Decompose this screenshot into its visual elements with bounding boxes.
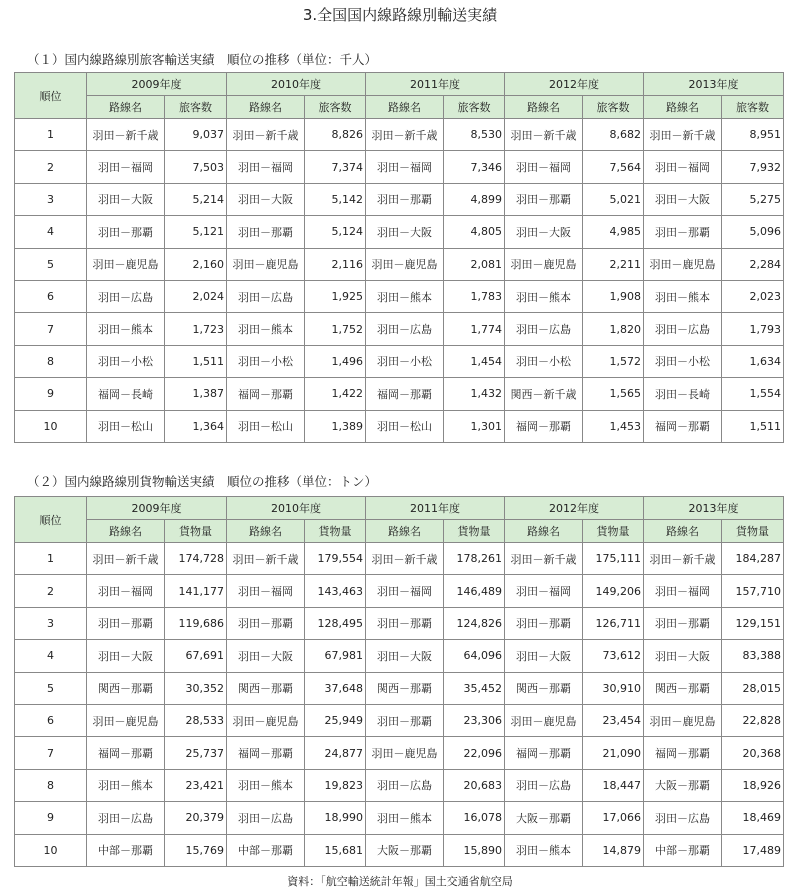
route-cell: 羽田－福岡 — [366, 575, 444, 607]
route-cell: 羽田－新千歳 — [505, 119, 583, 151]
value-cell: 7,346 — [444, 151, 505, 183]
route-header: 路線名 — [227, 520, 305, 543]
route-cell: 羽田－大阪 — [644, 183, 722, 215]
value-cell: 7,374 — [305, 151, 366, 183]
rank-cell: 2 — [15, 151, 87, 183]
route-cell: 羽田－大阪 — [505, 640, 583, 672]
value-cell: 1,389 — [305, 410, 366, 442]
value-cell: 25,737 — [165, 737, 227, 769]
table-row — [15, 672, 784, 704]
value-cell: 15,769 — [165, 834, 227, 866]
route-cell: 羽田－小松 — [87, 345, 165, 377]
route-cell: 福岡－那覇 — [505, 410, 583, 442]
route-cell: 関西－新千歳 — [505, 378, 583, 410]
rank-cell: 5 — [15, 248, 87, 280]
value-header: 旅客数 — [305, 96, 366, 119]
value-cell: 20,683 — [444, 769, 505, 801]
route-cell: 羽田－大阪 — [227, 640, 305, 672]
rank-cell: 4 — [15, 640, 87, 672]
route-header: 路線名 — [366, 520, 444, 543]
year-header: 2010年度 — [227, 497, 366, 520]
route-header: 路線名 — [505, 520, 583, 543]
cargo-section-title: （２）国内線路線別貨物輸送実績 順位の推移（単位：トン） — [27, 474, 378, 489]
route-cell: 羽田－小松 — [505, 345, 583, 377]
value-cell: 141,177 — [165, 575, 227, 607]
value-cell: 129,151 — [722, 607, 784, 639]
value-cell: 157,710 — [722, 575, 784, 607]
value-cell: 15,890 — [444, 834, 505, 866]
table-row — [15, 802, 784, 834]
route-cell: 羽田－大阪 — [227, 183, 305, 215]
table-row — [15, 313, 784, 345]
year-header: 2009年度 — [87, 497, 227, 520]
value-cell: 8,682 — [583, 119, 644, 151]
route-cell: 関西－那覇 — [227, 672, 305, 704]
route-cell: 羽田－広島 — [87, 802, 165, 834]
value-cell: 18,469 — [722, 802, 784, 834]
route-header: 路線名 — [644, 96, 722, 119]
value-cell: 1,496 — [305, 345, 366, 377]
value-cell: 1,453 — [583, 410, 644, 442]
value-cell: 83,388 — [722, 640, 784, 672]
value-cell: 1,554 — [722, 378, 784, 410]
value-cell: 5,142 — [305, 183, 366, 215]
rank-cell: 2 — [15, 575, 87, 607]
route-cell: 福岡－那覇 — [644, 410, 722, 442]
value-cell: 15,681 — [305, 834, 366, 866]
route-cell: 羽田－広島 — [87, 280, 165, 312]
value-cell: 7,503 — [165, 151, 227, 183]
rank-cell: 7 — [15, 737, 87, 769]
route-cell: 羽田－熊本 — [505, 834, 583, 866]
value-header: 貨物量 — [444, 520, 505, 543]
rank-cell: 8 — [15, 769, 87, 801]
rank-cell: 4 — [15, 216, 87, 248]
value-cell: 2,024 — [165, 280, 227, 312]
table-row — [15, 575, 784, 607]
table-row — [15, 769, 784, 801]
route-cell: 福岡－那覇 — [87, 737, 165, 769]
route-header: 路線名 — [644, 520, 722, 543]
route-cell: 関西－那覇 — [87, 672, 165, 704]
value-cell: 20,379 — [165, 802, 227, 834]
year-header: 2012年度 — [505, 73, 644, 96]
route-cell: 羽田－那覇 — [227, 607, 305, 639]
value-cell: 2,284 — [722, 248, 784, 280]
value-cell: 8,530 — [444, 119, 505, 151]
route-cell: 羽田－那覇 — [227, 216, 305, 248]
route-cell: 羽田－広島 — [227, 802, 305, 834]
value-cell: 8,826 — [305, 119, 366, 151]
rank-cell: 3 — [15, 183, 87, 215]
route-cell: 羽田－那覇 — [505, 607, 583, 639]
table-row — [15, 543, 784, 575]
route-cell: 羽田－松山 — [227, 410, 305, 442]
value-cell: 184,287 — [722, 543, 784, 575]
route-cell: 羽田－福岡 — [227, 151, 305, 183]
value-header: 旅客数 — [444, 96, 505, 119]
value-cell: 5,214 — [165, 183, 227, 215]
value-cell: 1,364 — [165, 410, 227, 442]
value-cell: 4,805 — [444, 216, 505, 248]
value-cell: 1,752 — [305, 313, 366, 345]
value-cell: 5,124 — [305, 216, 366, 248]
value-cell: 23,421 — [165, 769, 227, 801]
value-cell: 28,533 — [165, 704, 227, 736]
route-cell: 福岡－長崎 — [87, 378, 165, 410]
value-cell: 67,691 — [165, 640, 227, 672]
route-cell: 羽田－福岡 — [505, 575, 583, 607]
route-cell: 羽田－小松 — [227, 345, 305, 377]
value-cell: 22,828 — [722, 704, 784, 736]
route-cell: 関西－那覇 — [644, 672, 722, 704]
value-header: 貨物量 — [583, 520, 644, 543]
route-header: 路線名 — [366, 96, 444, 119]
table-row — [15, 280, 784, 312]
value-cell: 2,023 — [722, 280, 784, 312]
value-cell: 146,489 — [444, 575, 505, 607]
route-cell: 羽田－福岡 — [87, 575, 165, 607]
value-cell: 1,387 — [165, 378, 227, 410]
value-cell: 23,306 — [444, 704, 505, 736]
route-cell: 羽田－大阪 — [87, 640, 165, 672]
route-cell: 羽田－新千歳 — [366, 543, 444, 575]
route-cell: 羽田－大阪 — [366, 216, 444, 248]
year-header: 2013年度 — [644, 497, 784, 520]
value-cell: 8,951 — [722, 119, 784, 151]
route-cell: 羽田－熊本 — [644, 280, 722, 312]
value-cell: 2,081 — [444, 248, 505, 280]
route-cell: 福岡－那覇 — [227, 378, 305, 410]
route-header: 路線名 — [87, 96, 165, 119]
route-cell: 羽田－大阪 — [644, 640, 722, 672]
value-cell: 4,899 — [444, 183, 505, 215]
value-cell: 5,121 — [165, 216, 227, 248]
route-cell: 羽田－那覇 — [366, 607, 444, 639]
rank-cell: 1 — [15, 543, 87, 575]
value-cell: 174,728 — [165, 543, 227, 575]
year-header: 2013年度 — [644, 73, 784, 96]
value-cell: 4,985 — [583, 216, 644, 248]
route-cell: 羽田－鹿児島 — [505, 704, 583, 736]
rank-cell: 10 — [15, 834, 87, 866]
rank-cell: 7 — [15, 313, 87, 345]
value-cell: 14,879 — [583, 834, 644, 866]
route-cell: 羽田－福岡 — [644, 151, 722, 183]
value-cell: 1,432 — [444, 378, 505, 410]
rank-cell: 8 — [15, 345, 87, 377]
value-cell: 1,511 — [165, 345, 227, 377]
value-cell: 1,925 — [305, 280, 366, 312]
route-cell: 羽田－新千歳 — [87, 543, 165, 575]
route-cell: 羽田－松山 — [87, 410, 165, 442]
value-cell: 2,160 — [165, 248, 227, 280]
value-cell: 119,686 — [165, 607, 227, 639]
value-cell: 124,826 — [444, 607, 505, 639]
route-cell: 羽田－鹿児島 — [366, 248, 444, 280]
rank-header: 順位 — [15, 73, 87, 119]
rank-cell: 5 — [15, 672, 87, 704]
value-cell: 30,910 — [583, 672, 644, 704]
value-header: 貨物量 — [722, 520, 784, 543]
value-cell: 18,990 — [305, 802, 366, 834]
route-cell: 羽田－那覇 — [644, 216, 722, 248]
value-cell: 18,447 — [583, 769, 644, 801]
value-cell: 149,206 — [583, 575, 644, 607]
value-cell: 5,275 — [722, 183, 784, 215]
route-cell: 羽田－広島 — [227, 280, 305, 312]
value-header: 貨物量 — [305, 520, 366, 543]
route-cell: 羽田－長崎 — [644, 378, 722, 410]
route-cell: 羽田－那覇 — [644, 607, 722, 639]
value-cell: 1,723 — [165, 313, 227, 345]
value-cell: 17,066 — [583, 802, 644, 834]
route-cell: 羽田－大阪 — [87, 183, 165, 215]
value-cell: 24,877 — [305, 737, 366, 769]
value-cell: 179,554 — [305, 543, 366, 575]
route-cell: 羽田－新千歳 — [87, 119, 165, 151]
route-cell: 羽田－新千歳 — [227, 543, 305, 575]
value-cell: 126,711 — [583, 607, 644, 639]
table-row — [15, 183, 784, 215]
route-cell: 羽田－新千歳 — [644, 119, 722, 151]
value-cell: 1,454 — [444, 345, 505, 377]
route-cell: 羽田－鹿児島 — [227, 248, 305, 280]
route-cell: 羽田－福岡 — [366, 151, 444, 183]
source-note: 資料：「航空輸送統計年報」国土交通省航空局 — [287, 875, 513, 888]
route-cell: 羽田－広島 — [505, 769, 583, 801]
route-cell: 羽田－鹿児島 — [644, 704, 722, 736]
value-header: 貨物量 — [165, 520, 227, 543]
value-cell: 23,454 — [583, 704, 644, 736]
route-cell: 羽田－広島 — [366, 313, 444, 345]
value-cell: 1,783 — [444, 280, 505, 312]
route-cell: 羽田－熊本 — [227, 769, 305, 801]
value-cell: 5,021 — [583, 183, 644, 215]
route-header: 路線名 — [87, 520, 165, 543]
route-cell: 羽田－福岡 — [227, 575, 305, 607]
cargo-ranking-table — [14, 496, 784, 867]
value-cell: 73,612 — [583, 640, 644, 672]
value-header: 旅客数 — [722, 96, 784, 119]
value-cell: 175,111 — [583, 543, 644, 575]
route-cell: 羽田－鹿児島 — [644, 248, 722, 280]
table-row — [15, 378, 784, 410]
table-row — [15, 345, 784, 377]
value-cell: 37,648 — [305, 672, 366, 704]
route-cell: 羽田－熊本 — [227, 313, 305, 345]
route-cell: 羽田－熊本 — [505, 280, 583, 312]
route-cell: 羽田－鹿児島 — [366, 737, 444, 769]
value-cell: 2,211 — [583, 248, 644, 280]
route-cell: 羽田－福岡 — [87, 151, 165, 183]
route-cell: 羽田－新千歳 — [227, 119, 305, 151]
value-cell: 1,301 — [444, 410, 505, 442]
route-cell: 羽田－新千歳 — [366, 119, 444, 151]
value-cell: 18,926 — [722, 769, 784, 801]
table-row — [15, 216, 784, 248]
route-cell: 羽田－鹿児島 — [87, 248, 165, 280]
value-cell: 7,932 — [722, 151, 784, 183]
route-cell: 羽田－熊本 — [366, 802, 444, 834]
value-cell: 30,352 — [165, 672, 227, 704]
table-row — [15, 607, 784, 639]
value-cell: 1,820 — [583, 313, 644, 345]
route-cell: 羽田－那覇 — [87, 607, 165, 639]
value-cell: 20,368 — [722, 737, 784, 769]
value-cell: 17,489 — [722, 834, 784, 866]
passenger-ranking-table — [14, 72, 784, 443]
table-row — [15, 704, 784, 736]
route-cell: 羽田－広島 — [366, 769, 444, 801]
table-row — [15, 119, 784, 151]
route-header: 路線名 — [227, 96, 305, 119]
value-cell: 22,096 — [444, 737, 505, 769]
table-row — [15, 248, 784, 280]
route-cell: 羽田－大阪 — [505, 216, 583, 248]
value-cell: 67,981 — [305, 640, 366, 672]
rank-cell: 1 — [15, 119, 87, 151]
route-cell: 羽田－新千歳 — [644, 543, 722, 575]
route-cell: 羽田－那覇 — [366, 183, 444, 215]
value-cell: 128,495 — [305, 607, 366, 639]
route-cell: 福岡－那覇 — [366, 378, 444, 410]
rank-cell: 9 — [15, 378, 87, 410]
route-cell: 羽田－熊本 — [87, 769, 165, 801]
route-cell: 福岡－那覇 — [505, 737, 583, 769]
route-cell: 羽田－福岡 — [505, 151, 583, 183]
rank-cell: 9 — [15, 802, 87, 834]
route-header: 路線名 — [505, 96, 583, 119]
value-cell: 1,565 — [583, 378, 644, 410]
route-cell: 関西－那覇 — [505, 672, 583, 704]
year-header: 2011年度 — [366, 73, 505, 96]
value-header: 旅客数 — [165, 96, 227, 119]
route-cell: 羽田－広島 — [644, 802, 722, 834]
value-cell: 35,452 — [444, 672, 505, 704]
value-cell: 1,774 — [444, 313, 505, 345]
route-cell: 中部－那覇 — [644, 834, 722, 866]
page-title: 3.全国国内線路線別輸送実績 — [302, 6, 498, 24]
value-cell: 1,634 — [722, 345, 784, 377]
route-cell: 羽田－小松 — [366, 345, 444, 377]
rank-cell: 6 — [15, 280, 87, 312]
route-cell: 羽田－熊本 — [87, 313, 165, 345]
route-cell: 羽田－那覇 — [366, 704, 444, 736]
value-cell: 2,116 — [305, 248, 366, 280]
table-row — [15, 410, 784, 442]
value-cell: 16,078 — [444, 802, 505, 834]
value-cell: 178,261 — [444, 543, 505, 575]
route-cell: 羽田－鹿児島 — [505, 248, 583, 280]
year-header: 2012年度 — [505, 497, 644, 520]
value-cell: 64,096 — [444, 640, 505, 672]
rank-cell: 10 — [15, 410, 87, 442]
route-cell: 羽田－鹿児島 — [87, 704, 165, 736]
route-cell: 羽田－松山 — [366, 410, 444, 442]
value-cell: 5,096 — [722, 216, 784, 248]
route-cell: 羽田－広島 — [644, 313, 722, 345]
route-cell: 大阪－那覇 — [644, 769, 722, 801]
table-row — [15, 737, 784, 769]
table-body — [15, 119, 784, 443]
value-cell: 1,793 — [722, 313, 784, 345]
route-cell: 福岡－那覇 — [644, 737, 722, 769]
passenger-section-title: （１）国内線路線別旅客輸送実績 順位の推移（単位：千人） — [27, 52, 378, 67]
value-cell: 19,823 — [305, 769, 366, 801]
value-cell: 1,511 — [722, 410, 784, 442]
route-cell: 羽田－新千歳 — [505, 543, 583, 575]
route-cell: 羽田－那覇 — [505, 183, 583, 215]
route-cell: 関西－那覇 — [366, 672, 444, 704]
route-cell: 羽田－広島 — [505, 313, 583, 345]
value-cell: 9,037 — [165, 119, 227, 151]
value-cell: 143,463 — [305, 575, 366, 607]
value-cell: 28,015 — [722, 672, 784, 704]
route-cell: 羽田－鹿児島 — [227, 704, 305, 736]
table-body — [15, 543, 784, 867]
value-cell: 1,908 — [583, 280, 644, 312]
route-cell: 羽田－小松 — [644, 345, 722, 377]
route-cell: 中部－那覇 — [87, 834, 165, 866]
rank-cell: 6 — [15, 704, 87, 736]
rank-cell: 3 — [15, 607, 87, 639]
value-header: 旅客数 — [583, 96, 644, 119]
table-row — [15, 640, 784, 672]
year-header: 2011年度 — [366, 497, 505, 520]
value-cell: 25,949 — [305, 704, 366, 736]
table-row — [15, 151, 784, 183]
year-header: 2010年度 — [227, 73, 366, 96]
route-cell: 大阪－那覇 — [366, 834, 444, 866]
route-cell: 羽田－那覇 — [87, 216, 165, 248]
value-cell: 1,572 — [583, 345, 644, 377]
value-cell: 21,090 — [583, 737, 644, 769]
table-row — [15, 834, 784, 866]
value-cell: 7,564 — [583, 151, 644, 183]
route-cell: 羽田－熊本 — [366, 280, 444, 312]
route-cell: 羽田－福岡 — [644, 575, 722, 607]
route-cell: 羽田－大阪 — [366, 640, 444, 672]
route-cell: 福岡－那覇 — [227, 737, 305, 769]
year-header: 2009年度 — [87, 73, 227, 96]
rank-header: 順位 — [15, 497, 87, 543]
value-cell: 1,422 — [305, 378, 366, 410]
route-cell: 中部－那覇 — [227, 834, 305, 866]
route-cell: 大阪－那覇 — [505, 802, 583, 834]
